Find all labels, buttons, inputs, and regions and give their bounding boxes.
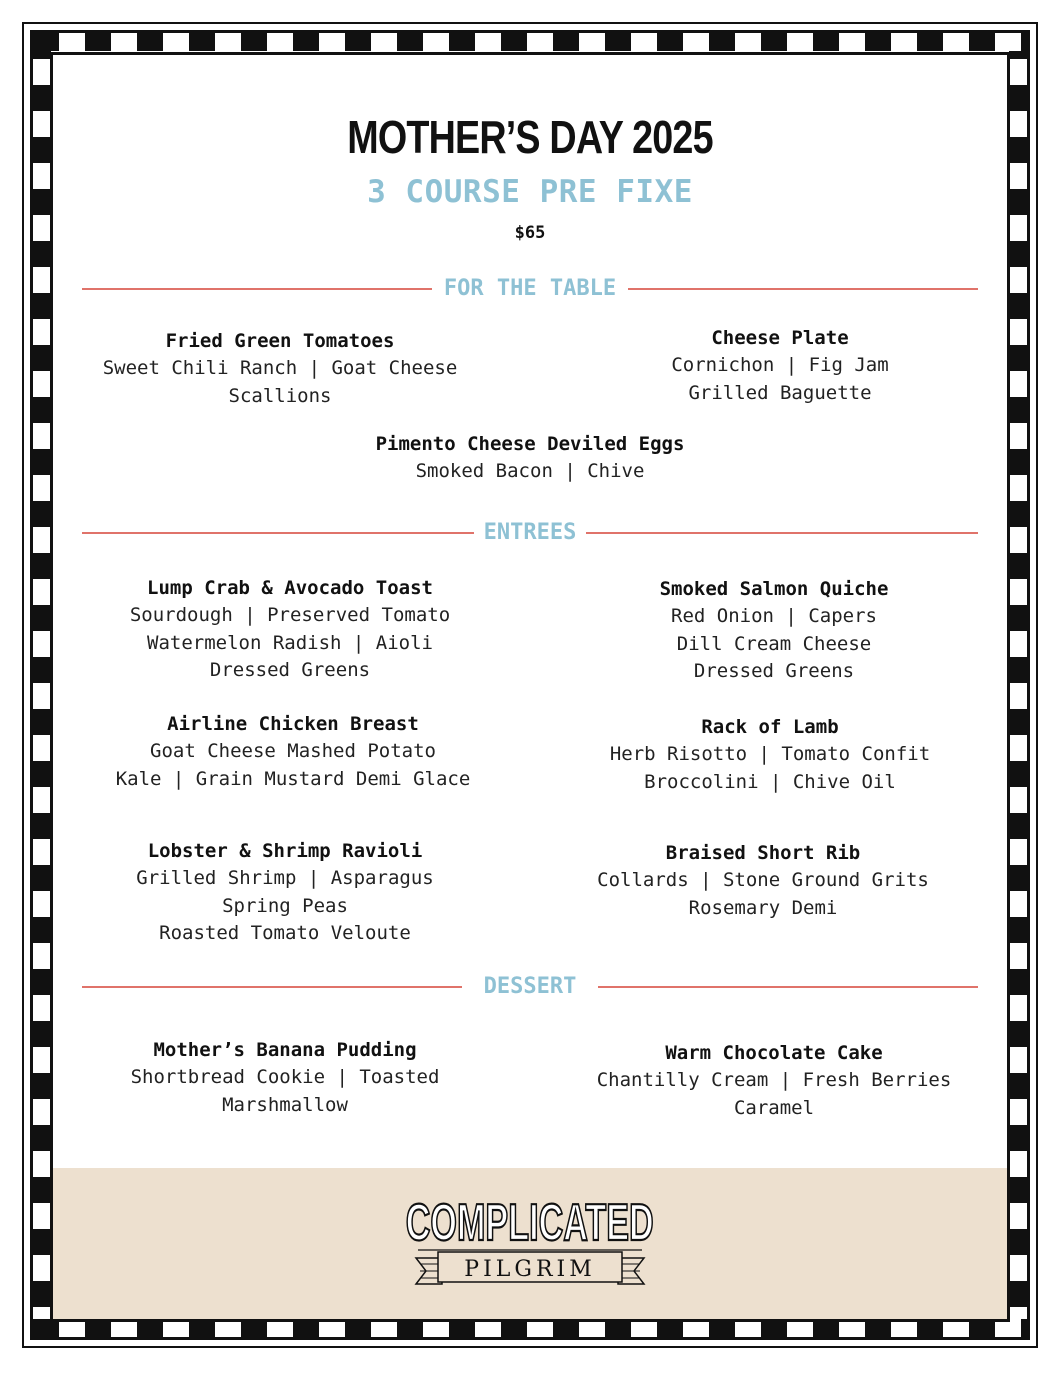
menu-title: MOTHER’S DAY 2025 xyxy=(347,111,713,163)
menu-item-description: Goat Cheese Mashed Potato xyxy=(150,740,436,762)
menu-item-name: Lobster & Shrimp Ravioli xyxy=(147,840,423,862)
menu-item-description: Marshmallow xyxy=(222,1093,348,1116)
menu-item-description: Dill Cream Cheese xyxy=(676,632,872,655)
menu-item-name: Pimento Cheese Deviled Eggs xyxy=(375,433,685,455)
menu-item-smoked-salmon-quiche xyxy=(594,576,954,686)
menu-item-rack-of-lamb xyxy=(580,714,960,796)
menu-item-description: Smoked Bacon | Chive xyxy=(415,460,645,482)
menu-item-description: Shortbread Cookie | Toasted xyxy=(130,1066,440,1088)
menu-item-description: Chantilly Cream | Fresh Berries xyxy=(596,1069,952,1091)
menu-item-name: Lump Crab & Avocado Toast xyxy=(147,577,433,599)
menu-item-description: Red Onion | Capers xyxy=(671,605,877,627)
menu-item-description: Herb Risotto | Tomato Confit xyxy=(609,743,931,765)
menu-item-description: Broccolini | Chive Oil xyxy=(644,770,896,793)
menu-item-airline-chicken-breast xyxy=(103,711,483,793)
menu-item-name: Rack of Lamb xyxy=(701,716,839,738)
menu-item-description: Grilled Baguette xyxy=(688,381,872,404)
logo-banner-text: PILGRIM xyxy=(464,1257,596,1282)
menu-price: $65 xyxy=(514,223,546,243)
menu-item-name: Fried Green Tomatoes xyxy=(165,330,395,352)
menu-item-description: Roasted Tomato Veloute xyxy=(159,922,411,944)
menu-item-description: Kale | Grain Mustard Demi Glace xyxy=(115,767,471,790)
menu-item-warm-chocolate-cake xyxy=(584,1040,964,1122)
complicated-pilgrim-logo xyxy=(402,1192,658,1302)
logo-wordmark: COMPLICATED xyxy=(405,1194,654,1253)
menu-item-description: Scallions xyxy=(228,384,332,407)
menu-item-description: Grilled Shrimp | Asparagus xyxy=(136,867,434,889)
section-title-entrees: ENTREES xyxy=(483,520,577,545)
menu-item-pimento-cheese-deviled-eggs xyxy=(330,431,730,486)
menu-item-cheese-plate xyxy=(600,325,960,407)
section-title-dessert: DESSERT xyxy=(483,974,577,999)
menu-subtitle: 3 COURSE PRE FIXE xyxy=(367,174,693,210)
menu-item-description: Rosemary Demi xyxy=(688,896,838,919)
menu-item-description: Sourdough | Preserved Tomato xyxy=(129,604,451,626)
menu-item-name: Braised Short Rib xyxy=(665,842,861,864)
menu-item-name: Airline Chicken Breast xyxy=(167,713,419,735)
menu-item-braised-short-rib xyxy=(573,840,953,922)
menu-item-description: Cornichon | Fig Jam xyxy=(671,354,889,376)
menu-item-description: Caramel xyxy=(733,1096,815,1119)
menu-item-description: Spring Peas xyxy=(222,894,348,917)
menu-item-name: Cheese Plate xyxy=(711,327,849,349)
menu-item-fried-green-tomatoes xyxy=(100,328,460,410)
menu-item-mothers-banana-pudding xyxy=(105,1037,465,1119)
menu-item-name: Warm Chocolate Cake xyxy=(665,1042,883,1064)
menu-item-lump-crab-avocado-toast xyxy=(110,575,470,685)
menu-item-description: Dressed Greens xyxy=(209,659,371,681)
menu-item-description: Dressed Greens xyxy=(693,660,855,682)
menu-item-name: Smoked Salmon Quiche xyxy=(659,578,889,600)
menu-item-description: Sweet Chili Ranch | Goat Cheese xyxy=(102,357,458,379)
menu-item-name: Mother’s Banana Pudding xyxy=(153,1039,417,1061)
section-title-for-the-table: FOR THE TABLE xyxy=(443,276,617,301)
menu-item-description: Watermelon Radish | Aioli xyxy=(147,631,433,654)
menu-item-lobster-shrimp-ravioli xyxy=(105,838,465,948)
menu-item-description: Collards | Stone Ground Grits xyxy=(597,869,929,891)
